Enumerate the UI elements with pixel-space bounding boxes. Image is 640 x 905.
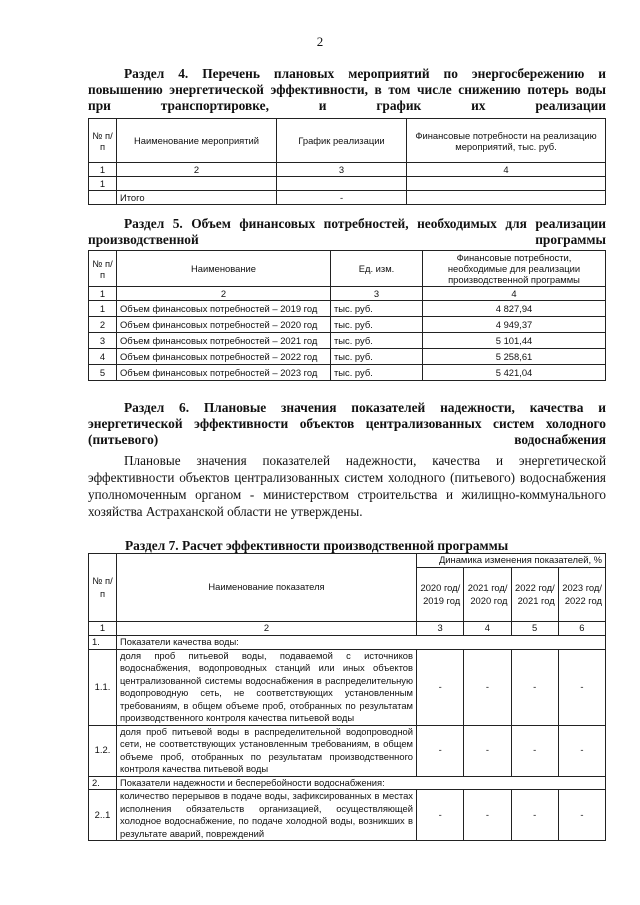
table-row xyxy=(89,365,606,381)
row-unit: тыс. руб. xyxy=(331,365,423,381)
col-header-name: Наименование показателя xyxy=(117,554,417,622)
table-row xyxy=(89,649,606,725)
row-name: доля проб питьевой воды в распределительной водопроводной сети, не соответствующих установленным требованиям, в общем объеме проб, отобранных по результатам производственного контроля качества питьевой воды xyxy=(117,725,417,776)
table-row xyxy=(89,301,606,317)
row-name xyxy=(117,177,277,191)
total-label: Итого xyxy=(117,191,277,205)
section5-table xyxy=(88,250,606,381)
page-number: 2 xyxy=(316,34,324,49)
row-value: - xyxy=(511,790,558,841)
group-row xyxy=(89,776,606,790)
row-name: Объем финансовых потребностей – 2023 год xyxy=(117,365,331,381)
row-value: - xyxy=(558,790,605,841)
group-name: Показатели надежности и бесперебойности водоснабжения: xyxy=(117,776,606,790)
row-unit: тыс. руб. xyxy=(331,333,423,349)
row-no: 1.1. xyxy=(89,649,117,725)
table-row xyxy=(89,790,606,841)
row-name: Объем финансовых потребностей – 2022 год xyxy=(117,349,331,365)
total-no xyxy=(89,191,117,205)
col-header-no: № п/п xyxy=(89,119,117,163)
group-name: Показатели качества воды: xyxy=(117,636,606,650)
table-row xyxy=(89,177,606,191)
num-cell: 2 xyxy=(117,163,277,177)
section4-title-text: Раздел 4. Перечень плановых мероприятий по энергосбережению и повышению энергетической эффективности, в том числе снижению потерь воды при транспортировке, и график их реализации xyxy=(88,66,606,113)
row-no: 5 xyxy=(89,365,117,381)
year-header: 2021 год/ 2020 год xyxy=(464,568,511,622)
num-cell: 4 xyxy=(423,287,606,301)
row-value: - xyxy=(417,649,464,725)
section6-title xyxy=(88,400,606,448)
row-name: доля проб питьевой воды, подаваемой с источников водоснабжения, водопроводных станций или иных объектов централизованной системы водоснабжения в распределительную водопроводную сеть, не соответствующих установленным требованиям, в общем объеме проб, отобранных по результатам производственного контроля качества питьевой воды xyxy=(117,649,417,725)
num-cell: 6 xyxy=(558,622,605,636)
table-numbers-row xyxy=(89,287,606,301)
row-name: Объем финансовых потребностей – 2019 год xyxy=(117,301,331,317)
row-unit: тыс. руб. xyxy=(331,349,423,365)
row-value: - xyxy=(558,649,605,725)
total-row xyxy=(89,191,606,205)
year-header: 2023 год/ 2022 год xyxy=(558,568,605,622)
row-no: 1.2. xyxy=(89,725,117,776)
group-row xyxy=(89,636,606,650)
table-row xyxy=(89,725,606,776)
row-value: 5 421,04 xyxy=(423,365,606,381)
row-no: 4 xyxy=(89,349,117,365)
table-numbers-row xyxy=(89,163,606,177)
table-numbers-row xyxy=(89,622,606,636)
col-header-finance: Финансовые потребности на реализацию мероприятий, тыс. руб. xyxy=(407,119,606,163)
table-row xyxy=(89,349,606,365)
group-no: 1. xyxy=(89,636,117,650)
row-value: 4 827,94 xyxy=(423,301,606,317)
year-header: 2022 год/ 2021 год xyxy=(511,568,558,622)
row-finance xyxy=(407,177,606,191)
col-header-name: Наименование xyxy=(117,251,331,287)
row-value: - xyxy=(511,649,558,725)
section5-title-text: Раздел 5. Объем финансовых потребностей, необходимых для реализации производственной программы xyxy=(88,216,606,247)
table-row xyxy=(89,317,606,333)
col-header-no: № п/п xyxy=(89,554,117,622)
row-unit: тыс. руб. xyxy=(331,301,423,317)
group-no: 2. xyxy=(89,776,117,790)
col-header-unit: Ед. изм. xyxy=(331,251,423,287)
num-cell: 3 xyxy=(331,287,423,301)
row-value: 5 101,44 xyxy=(423,333,606,349)
num-cell: 1 xyxy=(89,163,117,177)
row-value: 4 949,37 xyxy=(423,317,606,333)
section7-table xyxy=(88,553,606,841)
row-no: 2..1 xyxy=(89,790,117,841)
col-header-finance: Финансовые потребности, необходимые для реализации производственной программы xyxy=(423,251,606,287)
row-schedule xyxy=(277,177,407,191)
num-cell: 5 xyxy=(511,622,558,636)
section7-title: Раздел 7. Расчет эффективности производственной программы xyxy=(125,538,509,553)
num-cell: 3 xyxy=(277,163,407,177)
row-name: Объем финансовых потребностей – 2020 год xyxy=(117,317,331,333)
num-cell: 2 xyxy=(117,287,331,301)
row-name: Объем финансовых потребностей – 2021 год xyxy=(117,333,331,349)
section4-table xyxy=(88,118,606,205)
row-unit: тыс. руб. xyxy=(331,317,423,333)
num-cell: 1 xyxy=(89,287,117,301)
num-cell: 1 xyxy=(89,622,117,636)
col-header-name: Наименование мероприятий xyxy=(117,119,277,163)
section6-paragraph xyxy=(88,452,606,520)
total-schedule: - xyxy=(277,191,407,205)
row-no: 3 xyxy=(89,333,117,349)
num-cell: 2 xyxy=(117,622,417,636)
col-header-no: № п/п xyxy=(89,251,117,287)
num-cell: 3 xyxy=(417,622,464,636)
table-row xyxy=(89,333,606,349)
row-value: - xyxy=(464,725,511,776)
row-value: - xyxy=(464,649,511,725)
row-value: - xyxy=(417,725,464,776)
section4-title xyxy=(88,66,606,114)
section6-paragraph-text: Плановые значения показателей надежности, качества и энергетической эффективности объектов централизованных систем холодного (питьевого) водоснабжения уполномоченным органом - министерством строительства и жилищно-коммунального хозяйства Астраханской области не утверждены. xyxy=(88,453,606,519)
row-value: - xyxy=(464,790,511,841)
row-value: - xyxy=(417,790,464,841)
total-finance xyxy=(407,191,606,205)
row-no: 2 xyxy=(89,317,117,333)
row-no: 1 xyxy=(89,301,117,317)
num-cell: 4 xyxy=(464,622,511,636)
section5-title xyxy=(88,216,606,248)
year-header: 2020 год/ 2019 год xyxy=(417,568,464,622)
num-cell: 4 xyxy=(407,163,606,177)
row-name: количество перерывов в подаче воды, зафиксированных в местах исполнения обязательств организацией, осуществляющей холодное водоснабжение, по подаче холодной воды, возникших в результате аварий, повреждений xyxy=(117,790,417,841)
row-value: 5 258,61 xyxy=(423,349,606,365)
col-header-dynamics: Динамика изменения показателей, % xyxy=(417,554,606,568)
row-no: 1 xyxy=(89,177,117,191)
row-value: - xyxy=(511,725,558,776)
row-value: - xyxy=(558,725,605,776)
section6-title-text: Раздел 6. Плановые значения показателей надежности, качества и энергетической эффективности объектов централизованных систем холодного (питьевого) водоснабжения xyxy=(88,400,606,447)
col-header-schedule: График реализации xyxy=(277,119,407,163)
